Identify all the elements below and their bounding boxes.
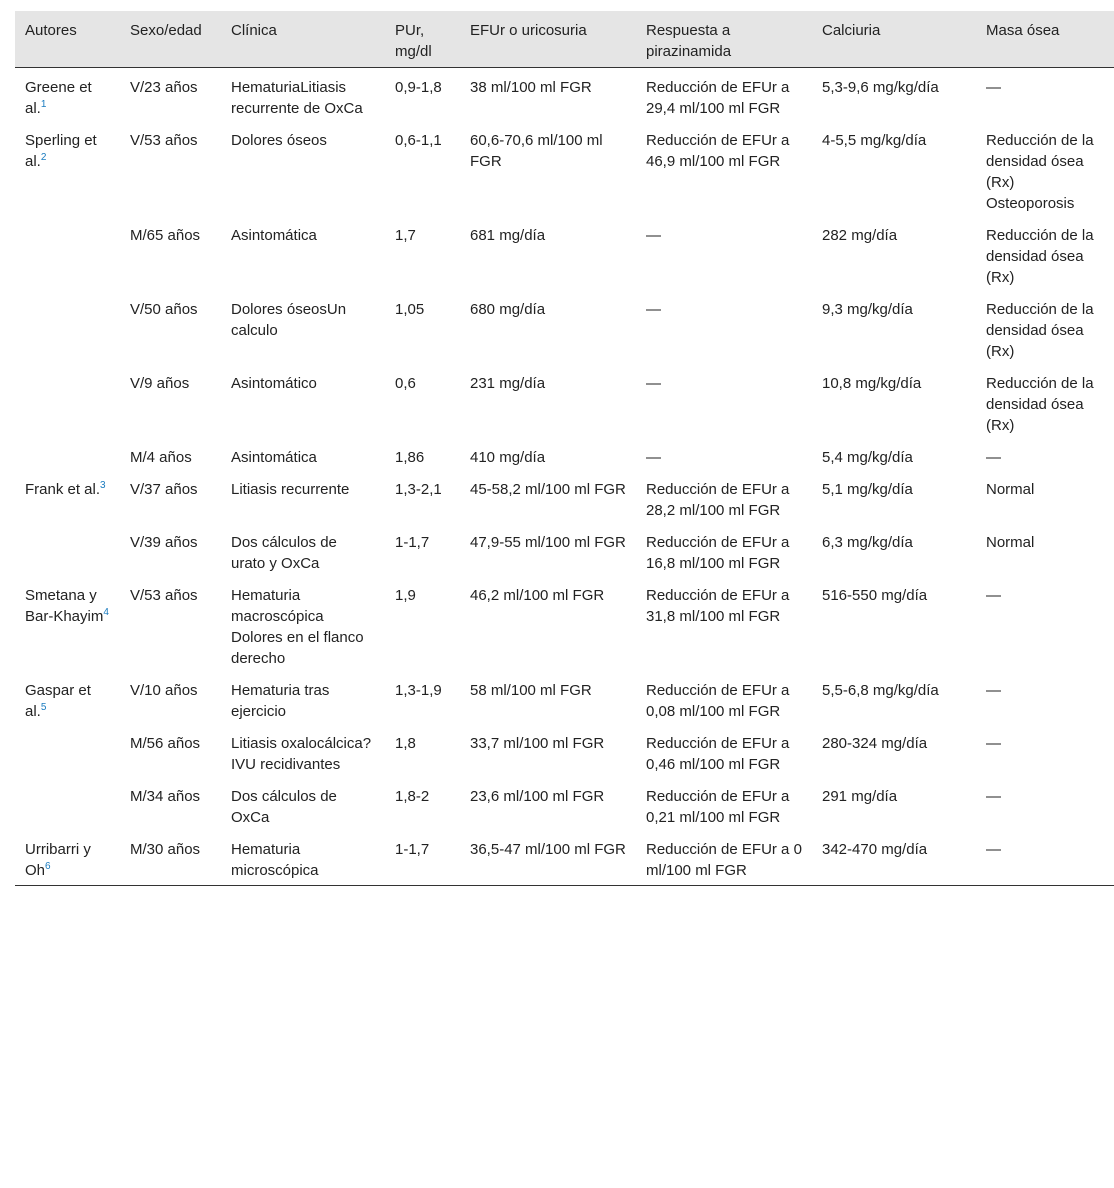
cell-clinic: Litiasis recurrente: [231, 481, 350, 498]
cell-response: —: [646, 375, 661, 392]
cell-response: —: [646, 227, 661, 244]
cell-pur: 1,8: [395, 735, 416, 752]
table-row: [15, 364, 1114, 438]
cell-calciuria: 10,8 mg/kg/día: [822, 375, 922, 392]
header-sex-age: Sexo/edad: [120, 11, 221, 68]
cell-efur: 36,5-47 ml/100 ml FGR: [460, 830, 636, 886]
cell-clinic: Dos cálculos de OxCa: [231, 788, 337, 826]
header-efur: EFUr o uricosuria: [460, 11, 636, 68]
cell-efur: 33,7 ml/100 ml FGR: [470, 735, 605, 752]
table-row: [15, 68, 1114, 122]
cell-clinic: Litiasis oxalocálcica? IVU recidivantes: [231, 735, 372, 773]
cell-pur: 0,9-1,8: [395, 79, 442, 96]
header-authors: Autores: [15, 11, 120, 68]
cell-pur: 1,8-2: [395, 788, 430, 805]
cell-bone-mass: —: [976, 830, 1114, 886]
cell-bone-mass: —: [986, 735, 1001, 752]
cell-author: [15, 724, 120, 777]
cell-efur: 46,2 ml/100 ml FGR: [470, 587, 605, 604]
cell-response: Reducción de EFUr a 16,8 ml/100 ml FGR: [646, 534, 790, 572]
cell-sex-age: V/23 años: [130, 79, 198, 96]
cell-response: Reducción de EFUr a 46,9 ml/100 ml FGR: [646, 132, 790, 170]
cell-sex-age: V/9 años: [130, 375, 190, 392]
cell-efur: 60,6-70,6 ml/100 ml FGR: [470, 132, 603, 170]
cell-bone-mass: —: [986, 79, 1001, 96]
cell-sex-age: V/39 años: [130, 534, 198, 551]
cell-efur: 23,6 ml/100 ml FGR: [470, 788, 605, 805]
table-row: [15, 777, 1114, 830]
reference-link[interactable]: 1: [40, 99, 47, 110]
table-row: [15, 290, 1114, 364]
cell-calciuria: 282 mg/día: [822, 227, 898, 244]
cell-calciuria: 516-550 mg/día: [822, 587, 928, 604]
cell-author: [15, 216, 120, 290]
cell-clinic: Asintomática: [231, 449, 317, 466]
cell-pur: 1,9: [395, 587, 416, 604]
cell-sex-age: M/4 años: [130, 449, 192, 466]
cell-bone-mass: Normal: [986, 481, 1035, 498]
cell-efur: 231 mg/día: [470, 375, 546, 392]
cell-author: Sperling et al.$^2$: [25, 132, 97, 170]
cell-sex-age: V/10 años: [130, 682, 198, 699]
table-row: [15, 523, 1114, 576]
cell-bone-mass: Reducción de la densidad ósea (Rx): [986, 301, 1094, 360]
cell-bone-mass: —: [986, 449, 1001, 466]
cell-bone-mass: —: [986, 682, 1001, 699]
reference-link[interactable]: 3: [100, 480, 106, 491]
reference-link[interactable]: 4: [103, 607, 109, 618]
table-row: [15, 671, 1114, 724]
cell-author: [15, 364, 120, 438]
table-row: [15, 724, 1114, 777]
cell-pur: 0,6: [395, 375, 416, 392]
header-calciuria: Calciuria: [812, 11, 976, 68]
cell-pur: 1,3-1,9: [395, 682, 442, 699]
cell-clinic: Hematuria tras ejercicio: [231, 682, 330, 720]
cell-calciuria: 280-324 mg/día: [822, 735, 928, 752]
cell-sex-age: M/34 años: [130, 788, 201, 805]
cell-efur: 47,9-55 ml/100 ml FGR: [470, 534, 626, 551]
table-row: [15, 216, 1114, 290]
cell-response: —: [646, 449, 661, 466]
cell-pur: 0,6-1,1: [395, 132, 442, 149]
cell-response: Reducción de EFUr a 29,4 ml/100 ml FGR: [646, 79, 790, 117]
cell-clinic: Asintomática: [231, 227, 317, 244]
cell-pur: 1,86: [395, 449, 425, 466]
cell-calciuria: 5,3-9,6 mg/kg/día: [822, 79, 939, 96]
cell-bone-mass: Normal: [986, 534, 1035, 551]
cell-author: [15, 290, 120, 364]
cell-bone-mass: Reducción de la densidad ósea (Rx): [986, 375, 1094, 434]
cell-efur: 58 ml/100 ml FGR: [470, 682, 592, 699]
cell-pur: 1-1,7: [385, 830, 460, 886]
cell-clinic: Hematuria microscópica: [221, 830, 385, 886]
cell-calciuria: 4-5,5 mg/kg/día: [822, 132, 927, 149]
cell-sex-age: V/53 años: [130, 132, 198, 149]
cell-clinic: HematuriaLitiasis recurrente de OxCa: [231, 79, 363, 117]
cell-clinic: Dolores óseosUn calculo: [231, 301, 347, 339]
cell-efur: 45-58,2 ml/100 ml FGR: [470, 481, 626, 498]
cell-response: Reducción de EFUr a 0 ml/100 ml FGR: [636, 830, 812, 886]
cell-pur: 1-1,7: [395, 534, 430, 551]
cell-author: Smetana y Bar-Khayim$^4$: [25, 587, 109, 625]
cell-efur: 38 ml/100 ml FGR: [470, 79, 592, 96]
cell-response: Reducción de EFUr a 28,2 ml/100 ml FGR: [646, 481, 790, 519]
cell-author: Gaspar et al.$^5$: [25, 682, 91, 720]
cell-clinic: Hematuria macroscópica Dolores en el flanco derecho: [231, 587, 364, 667]
cell-clinic: Dolores óseos: [231, 132, 327, 149]
cell-author: [15, 438, 120, 470]
cell-calciuria: 9,3 mg/kg/día: [822, 301, 913, 318]
cell-bone-mass: —: [986, 587, 1001, 604]
cell-calciuria: 5,4 mg/kg/día: [822, 449, 913, 466]
cell-sex-age: M/56 años: [130, 735, 201, 752]
cell-clinic: Dos cálculos de urato y OxCa: [231, 534, 337, 572]
data-table: [15, 11, 1114, 886]
cell-calciuria: 6,3 mg/kg/día: [822, 534, 913, 551]
cell-sex-age: M/65 años: [130, 227, 201, 244]
cell-efur: 681 mg/día: [470, 227, 546, 244]
cell-calciuria: 291 mg/día: [822, 788, 898, 805]
cell-pur: 1,7: [395, 227, 416, 244]
header-bone-mass: Masa ósea: [976, 11, 1114, 68]
table-row: [15, 121, 1114, 216]
cell-sex-age: V/50 años: [130, 301, 198, 318]
cell-sex-age: M/30 años: [120, 830, 221, 886]
cell-bone-mass: Reducción de la densidad ósea (Rx): [986, 227, 1094, 286]
cell-author: [15, 777, 120, 830]
cell-bone-mass: —: [986, 788, 1001, 805]
cell-calciuria: 5,5-6,8 mg/kg/día: [822, 682, 939, 699]
header-clinic: Clínica: [221, 11, 385, 68]
cell-author: Frank et al.$^3$: [25, 480, 106, 498]
table-row: [15, 576, 1114, 671]
cell-pur: 1,05: [395, 301, 425, 318]
table-header-row: [15, 11, 1114, 68]
reference-link[interactable]: 2: [40, 152, 47, 163]
cell-clinic: Asintomático: [231, 375, 317, 392]
cell-efur: 410 mg/día: [470, 449, 546, 466]
cell-response: Reducción de EFUr a 0,46 ml/100 ml FGR: [646, 735, 790, 773]
cell-response: —: [646, 301, 661, 318]
cell-calciuria: 342-470 mg/día: [812, 830, 976, 886]
reference-link[interactable]: 6: [45, 861, 51, 872]
cell-calciuria: 5,1 mg/kg/día: [822, 481, 913, 498]
table-row: [15, 438, 1114, 470]
table-row: [15, 470, 1114, 523]
reference-link[interactable]: 5: [40, 702, 47, 713]
cell-efur: 680 mg/día: [470, 301, 546, 318]
cell-author: Greene et al.$^1$: [25, 79, 92, 117]
cell-response: Reducción de EFUr a 0,08 ml/100 ml FGR: [646, 682, 790, 720]
table-row: [15, 830, 1114, 886]
cell-bone-mass: Reducción de la densidad ósea (Rx) Osteoporosis: [986, 132, 1094, 212]
header-pur: PUr, mg/dl: [385, 11, 460, 68]
cell-response: Reducción de EFUr a 0,21 ml/100 ml FGR: [646, 788, 790, 826]
cell-author: [15, 523, 120, 576]
header-response: Respuesta a pirazinamida: [636, 11, 812, 68]
cell-sex-age: V/37 años: [130, 481, 198, 498]
cell-pur: 1,3-2,1: [395, 481, 442, 498]
cell-author: Urribarri y Oh$^6$: [15, 830, 120, 886]
cell-response: Reducción de EFUr a 31,8 ml/100 ml FGR: [646, 587, 790, 625]
cell-sex-age: V/53 años: [130, 587, 198, 604]
